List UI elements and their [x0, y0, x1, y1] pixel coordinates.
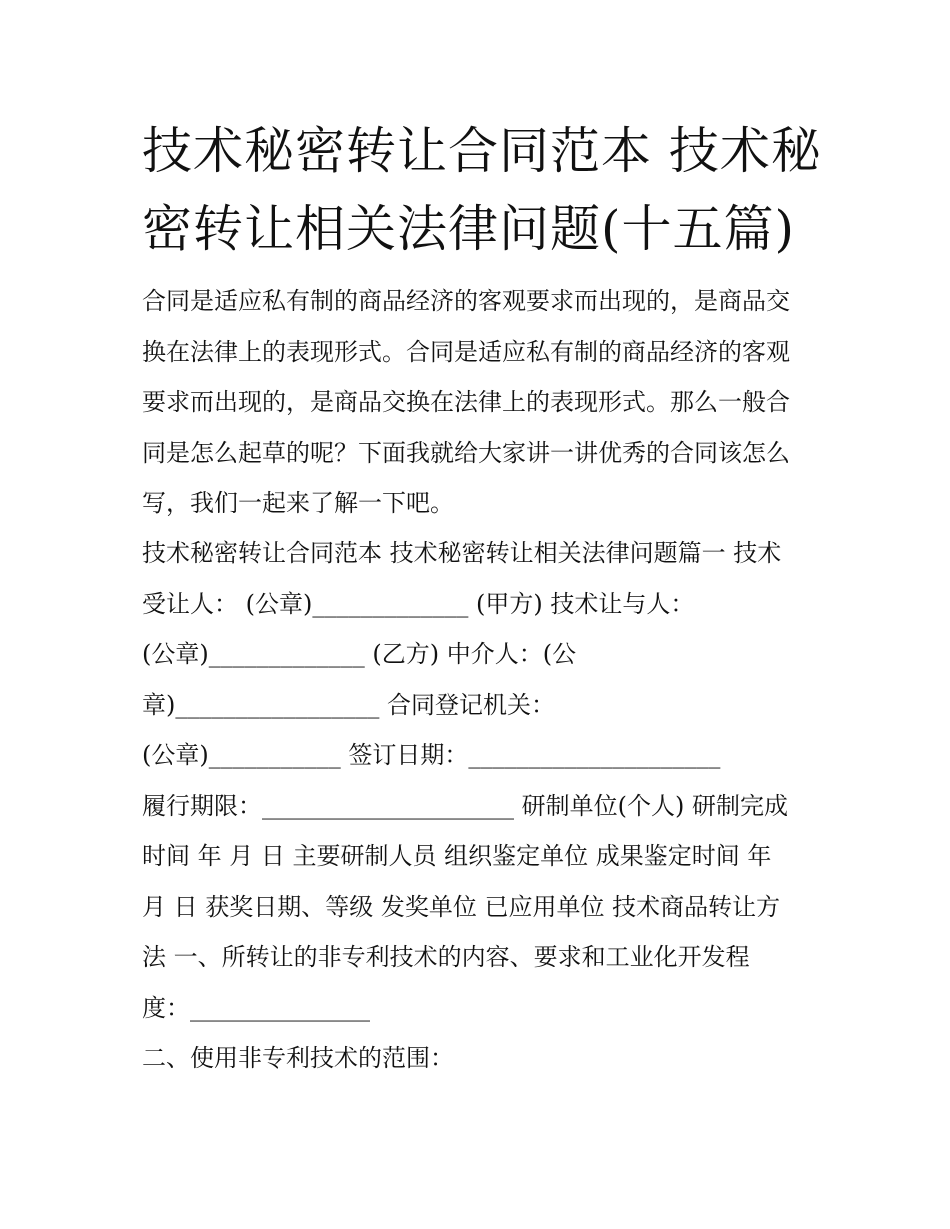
contract-line: 月 日 获奖日期、等级 发奖单位 已应用单位 技术商品转让方 — [142, 892, 781, 921]
contract-line: 法 一、所转让的非专利技术的内容、要求和工业化开发程 — [142, 943, 750, 971]
contract-line: (公章)_____________ (乙方) 中介人：(公 — [142, 640, 577, 668]
contract-line: 度：_______________ — [142, 993, 370, 1022]
contract-line: 技术秘密转让合同范本 技术秘密转让相关法律问题篇一 技术 — [142, 539, 782, 567]
intro-line: 合同是适应私有制的商品经济的客观要求而出现的，是商品交 — [142, 287, 790, 315]
contract-body — [142, 528, 822, 1084]
contract-line: 二、使用非专利技术的范围： — [142, 1044, 454, 1072]
contract-line: 受让人： (公章)_____________ (甲方) 技术让与人： — [142, 589, 695, 618]
intro-line: 同是怎么起草的呢？下面我就给大家讲一讲优秀的合同该怎么 — [142, 438, 790, 467]
title-line: 密转让相关法律问题(十五篇) — [142, 200, 796, 258]
document-title — [142, 112, 822, 268]
intro-line: 换在法律上的表现形式。合同是适应私有制的商品经济的客观 — [142, 337, 790, 366]
intro-line: 要求而出现的，是商品交换在法律上的表现形式。那么一般合 — [142, 388, 790, 416]
contract-line: 时间 年 月 日 主要研制人员 组织鉴定单位 成果鉴定时间 年 — [142, 842, 772, 870]
contract-line: 章)_________________ 合同登记机关： — [142, 690, 555, 719]
title-line: 技术秘密转让合同范本 技术秘 — [142, 122, 822, 180]
intro-paragraph — [142, 276, 822, 529]
intro-line: 写，我们一起来了解一下吧。 — [142, 489, 454, 517]
contract-line: 履行期限：_____________________ 研制单位(个人) 研制完成 — [142, 791, 788, 820]
contract-line: (公章)___________ 签订日期：_____________________ — [142, 741, 721, 769]
